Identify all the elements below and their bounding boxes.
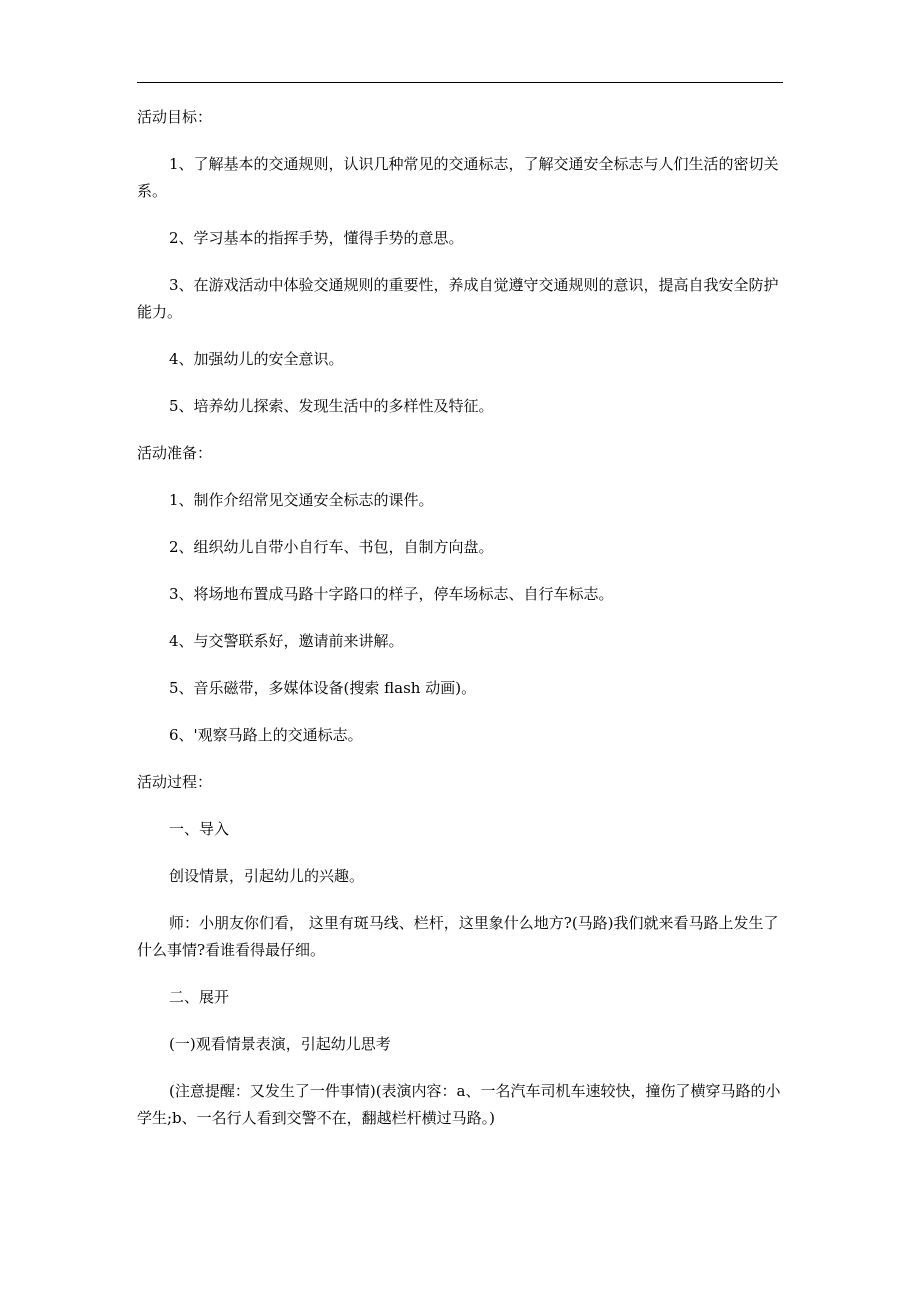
process-step-intro: 一、导入	[169, 820, 230, 838]
goal-item-1: 1、了解基本的交通规则，认识几种常见的交通标志，了解交通安全标志与人们生活的密切关系。	[137, 155, 779, 200]
process-subsection-1: (一)观看情景表演，引起幼儿思考	[169, 1035, 391, 1053]
goal-item-3: 3、在游戏活动中体验交通规则的重要性，养成自觉遵守交通规则的意识，提高自我安全防护能力。	[137, 276, 779, 321]
process-performance-note: (注意提醒：又发生了一件事情)(表演内容：a、一名汽车司机车速较快，撞伤了横穿马路的小学生;b、一名行人看到交警不在，翻越栏杆横过马路。)	[137, 1082, 781, 1127]
section-title-process: 活动过程：	[137, 773, 213, 791]
goal-item-2: 2、学习基本的指挥手势，懂得手势的意思。	[169, 229, 464, 247]
section-title-goals: 活动目标：	[137, 108, 213, 126]
header-rule	[137, 82, 783, 83]
process-intro-text: 创设情景，引起幼儿的兴趣。	[169, 867, 365, 885]
prep-item-5: 5、音乐磁带，多媒体设备(搜索 flash 动画)。	[169, 679, 477, 697]
process-teacher-line: 师：小朋友你们看， 这里有斑马线、栏杆，这里象什么地方?(马路)我们就来看马路上发生了什么事情?看谁看得最仔细。	[137, 914, 779, 959]
prep-item-1: 1、制作介绍常见交通安全标志的课件。	[169, 491, 434, 509]
process-step-develop: 二、展开	[169, 988, 230, 1006]
document-body	[137, 104, 783, 1152]
prep-item-4: 4、与交警联系好，邀请前来讲解。	[169, 632, 404, 650]
goal-item-4: 4、加强幼儿的安全意识。	[169, 350, 344, 368]
prep-item-6: 6、'观察马路上的交通标志。	[169, 726, 363, 744]
prep-item-2: 2、组织幼儿自带小自行车、书包，自制方向盘。	[169, 538, 494, 556]
section-title-prep: 活动准备：	[137, 444, 213, 462]
prep-item-3: 3、将场地布置成马路十字路口的样子，停车场标志、自行车标志。	[169, 585, 614, 603]
goal-item-5: 5、培养幼儿探索、发现生活中的多样性及特征。	[169, 397, 494, 415]
